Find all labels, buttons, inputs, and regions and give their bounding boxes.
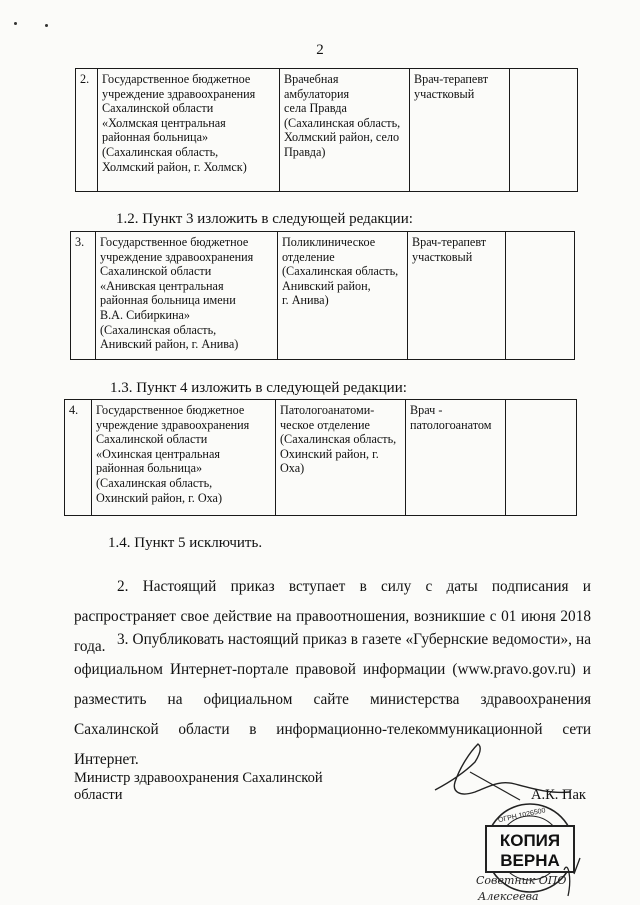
scan-speck <box>45 24 48 27</box>
paragraph-2: 2. Настоящий приказ вступает в силу с даты подписания и распространяет свое действие на правоотношения, возникшие с 01 июня 2018 года. <box>74 578 591 655</box>
svg-text:КОПИЯ: КОПИЯ <box>499 831 561 850</box>
empty-cell <box>506 400 577 516</box>
point-1-3: 1.3. Пункт 4 изложить в следующей редакции: <box>110 380 407 396</box>
empty-cell <box>510 69 578 192</box>
unit-cell: Поликлиническое отделение (Сахалинская область, Анивский район, г. Анива) <box>278 232 408 360</box>
signatory-name: А.К. Пак <box>531 787 586 803</box>
row-number: 2. <box>76 69 98 192</box>
scan-speck <box>14 22 17 25</box>
svg-text:Советник ОПО: Советник ОПО <box>476 874 567 887</box>
organization-cell: Государственное бюджетное учреждение здравоохранения Сахалинской области «Холмская центральная районная больница» (Сахалинская область, Холмский район, г. Холмск) <box>98 69 280 192</box>
organization-cell: Государственное бюджетное учреждение здравоохранения Сахалинской области «Анивская центральная районная больница имени В.А. Сибиркина» (Сахалинская область, Анивский район, г. Анива) <box>96 232 278 360</box>
position-cell: Врач - патологоанатом <box>406 400 506 516</box>
point-1-4: 1.4. Пункт 5 исключить. <box>108 535 263 551</box>
page-number: 2 <box>316 42 324 58</box>
position-cell: Врач-терапевт участковый <box>410 69 510 192</box>
svg-text:ВЕРНА: ВЕРНА <box>500 851 560 870</box>
position-cell: Врач-терапевт участковый <box>408 232 506 360</box>
empty-cell <box>506 232 575 360</box>
table-row-4 <box>64 399 577 516</box>
signature-title: Министр здравоохранения Сахалинской области <box>74 770 323 803</box>
row-number: 4. <box>65 400 92 516</box>
paragraph-3: 3. Опубликовать настоящий приказ в газете «Губернские ведомости», на официальном Интернет-портале правовой информации (www.pravo.gov.ru) и разместить на официальном сайте министерства здравоохранения Сахалинской области в информационно-телекоммуникационной сети Интернет. <box>74 631 591 768</box>
table-row-2 <box>75 68 578 192</box>
svg-text:ОГРН 1026500: ОГРН 1026500 <box>497 807 547 825</box>
row-number: 3. <box>71 232 96 360</box>
unit-cell: Патологоанатоми- ческое отделение (Сахалинская область, Охинский район, г. Оха) <box>276 400 406 516</box>
unit-cell: Врачебная амбулатория села Правда (Сахалинская область, Холмский район, село Правда) <box>280 69 410 192</box>
svg-text:Алексеева: Алексеева <box>478 890 539 903</box>
copy-stamp <box>468 800 588 905</box>
table-row-3 <box>70 231 575 360</box>
organization-cell: Государственное бюджетное учреждение здравоохранения Сахалинской области «Охинская центральная районная больница» (Сахалинская область, Охинский район, г. Оха) <box>92 400 276 516</box>
point-1-2: 1.2. Пункт 3 изложить в следующей редакции: <box>116 211 413 227</box>
